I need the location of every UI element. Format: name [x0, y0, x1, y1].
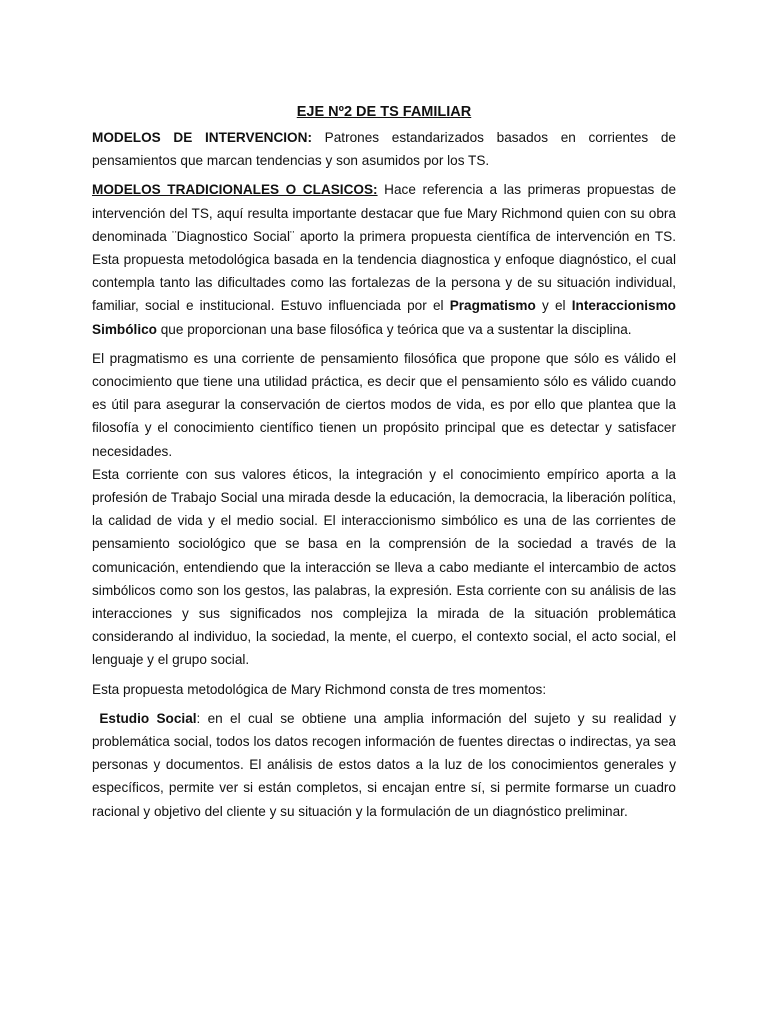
term-pragmatismo: Pragmatismo [449, 298, 536, 314]
text-estudio-social: : en el cual se obtiene una amplia información del sujeto y su realidad y problemática social, todos los datos recogen información de fuentes directas o indirectas, ya sea personas y documentos. El análisis de estos datos a la luz de los conocimientos generales y específicos, permite ver si están completos, si encajan entre sí, si permite formarse un cuadro racional y objetivo del cliente y su situación y la formulación de un diagnóstico preliminar. [92, 710, 677, 819]
paragraph-modelos-tradicionales [92, 178, 676, 340]
term-interaccionismo-simbolico: Interaccionismo Simbólico [92, 298, 676, 337]
paragraph-tres-momentos: Esta propuesta metodológica de Mary Richmond consta de tres momentos: [92, 681, 547, 697]
document-title: EJE Nº2 DE TS FAMILIAR [296, 104, 472, 120]
label-modelos-intervencion: MODELOS DE INTERVENCION: [92, 130, 312, 145]
paragraph-modelos-intervencion [92, 126, 676, 172]
paragraph-corriente-valores: Esta corriente con sus valores éticos, la integración y el conocimiento empírico aporta a la profesión de Trabajo Social una mirada desde la educación, la democracia, la liberación política, la calidad de vida y el medio social. El interaccionismo simbólico es una de las corrientes de pensamiento sociológico que se basa en la comprensión de la sociedad a través de la comunicación, entendiendo que la interacción se lleva a cabo mediante el intercambio de actos simbólicos como son los gestos, las palabras, la expresión. Esta corriente con su análisis de las interacciones y sus significados nos complejiza la mirada de la situación problemática considerando al individuo, la sociedad, la mente, el cuerpo, el contexto social, el acto social, el lenguaje y el grupo social. [92, 466, 676, 668]
label-modelos-tradicionales: MODELOS TRADICIONALES O CLASICOS: [92, 182, 378, 198]
text-modelos-tradicionales-b: y el [535, 298, 572, 314]
text-modelos-intervencion: Patrones estandarizados basados en corrientes de pensamientos que marcan tendencias y son asumidos por los TS. [92, 130, 676, 169]
label-estudio-social: Estudio Social [99, 710, 197, 726]
document-page [92, 102, 676, 823]
paragraph-estudio-social [92, 707, 676, 823]
text-modelos-tradicionales-c: que proporcionan una base filosófica y teórica que va a sustentar la disciplina. [156, 321, 632, 337]
paragraph-pragmatismo: El pragmatismo es una corriente de pensamiento filosófica que propone que sólo es válido el conocimiento que tiene una utilidad práctica, es decir que el pensamiento sólo es válido cuando es útil para asegurar la conservación de ciertos modos de vida, es por ello que plantea que la filosofía y el conocimiento científico tienen un propósito principal que es detectar y satisfacer necesidades. [92, 350, 676, 459]
text-modelos-tradicionales-a: Hace referencia a las primeras propuestas de intervención del TS, aquí resulta importante destacar que fue Mary Richmond quien con su obra denominada ¨Diagnostico Social¨ aporto la primera propuesta científica de intervención en TS. Esta propuesta metodológica basada en la tendencia diagnostica y enfoque diagnóstico, el cual contempla tanto las dificultades como las fortalezas de la persona y de su situación individual, familiar, social e institucional. Estuvo influenciada por el [92, 182, 677, 314]
